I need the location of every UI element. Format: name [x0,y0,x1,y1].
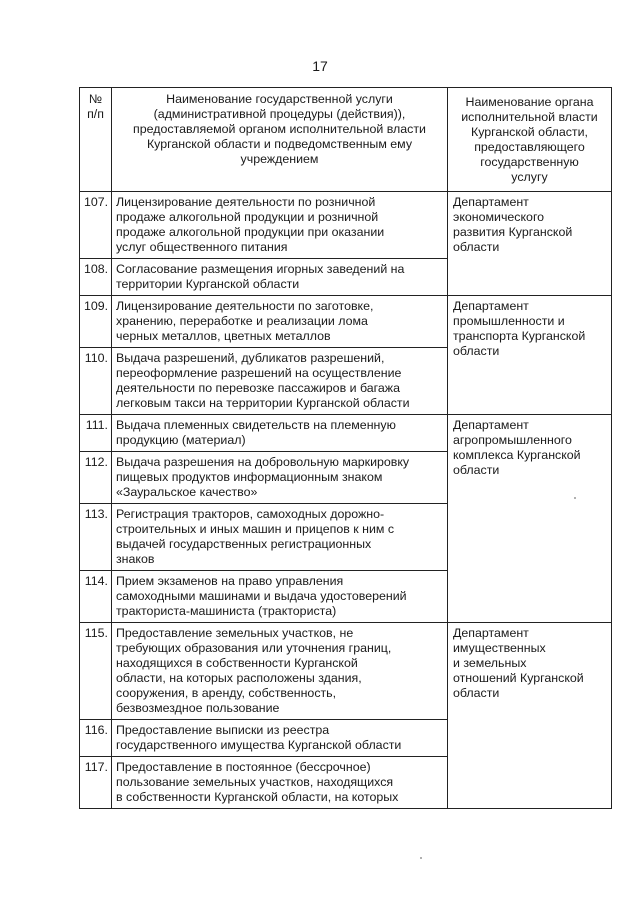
row-number: 108. [80,259,112,296]
organ-cell: Департамент экономического развития Курганской области [448,192,612,296]
page-number: 17 [312,58,328,74]
header-organ-text: Наименование органа исполнительной власти Курганской области, предоставляющего государственную услугу [461,94,598,184]
service-name: Предоставление выписки из реестра государственного имущества Курганской области [112,720,448,757]
services-table [79,87,612,809]
organ-cell: Департамент агропромышленного комплекса Курганской области [448,415,612,623]
table-row [80,415,612,452]
row-number: 112. [80,452,112,504]
row-number: 113. [80,504,112,571]
service-name: Согласование размещения игорных заведений на территории Курганской области [112,259,448,296]
row-number: 111. [80,415,112,452]
service-name: Выдача разрешения на добровольную маркировку пищевых продуктов информационным знаком «Зауральское качество» [112,452,448,504]
service-name: Предоставление земельных участков, не требующих образования или уточнения границ, находящихся в собственности Курганской области, на которых расположены здания, сооружения, в аренду, собственность, безвозмездное пользование [112,623,448,720]
table-header-row [80,88,612,192]
service-name: Выдача племенных свидетельств на племенную продукцию (материал) [112,415,448,452]
organ-cell: Департамент имущественных и земельных отношений Курганской области [448,623,612,809]
row-number: 107. [80,192,112,259]
scan-speck [574,497,576,499]
table-row [80,192,612,259]
row-number: 109. [80,296,112,348]
header-service-name [112,88,448,192]
table-row [80,623,612,720]
row-number: 116. [80,720,112,757]
row-number: 115. [80,623,112,720]
row-number: 117. [80,757,112,809]
service-name: Лицензирование деятельности по розничной продаже алкогольной продукции и розничной продаже алкогольной продукции при оказании услуг общественного питания [112,192,448,259]
service-name: Регистрация тракторов, самоходных дорожно- строительных и иных машин и прицепов к ним с выдачей государственных регистрационных знаков [112,504,448,571]
header-number-text: № п/п [87,92,104,121]
service-name: Предоставление в постоянное (бессрочное) пользование земельных участков, находящихся в собственности Курганской области, на которых [112,757,448,809]
service-name: Лицензирование деятельности по заготовке, хранению, переработке и реализации лома черных металлов, цветных металлов [112,296,448,348]
header-organ-name [448,88,612,192]
organ-cell: Департамент промышленности и транспорта Курганской области [448,296,612,415]
scan-speck [420,857,422,859]
row-number: 114. [80,571,112,623]
row-number: 110. [80,348,112,415]
table-row [80,296,612,348]
service-name: Прием экзаменов на право управления самоходными машинами и выдача удостоверений тракториста-машиниста (тракториста) [112,571,448,623]
header-service-text: Наименование государственной услуги (административной процедуры (действия)), предоставляемой органом исполнительной власти Курганской области и подведомственным ему учреждением [133,92,426,166]
header-number [80,88,112,192]
service-name: Выдача разрешений, дубликатов разрешений, переоформление разрешений на осуществление деятельности по перевозке пассажиров и багажа легковым такси на территории Курганской области [112,348,448,415]
